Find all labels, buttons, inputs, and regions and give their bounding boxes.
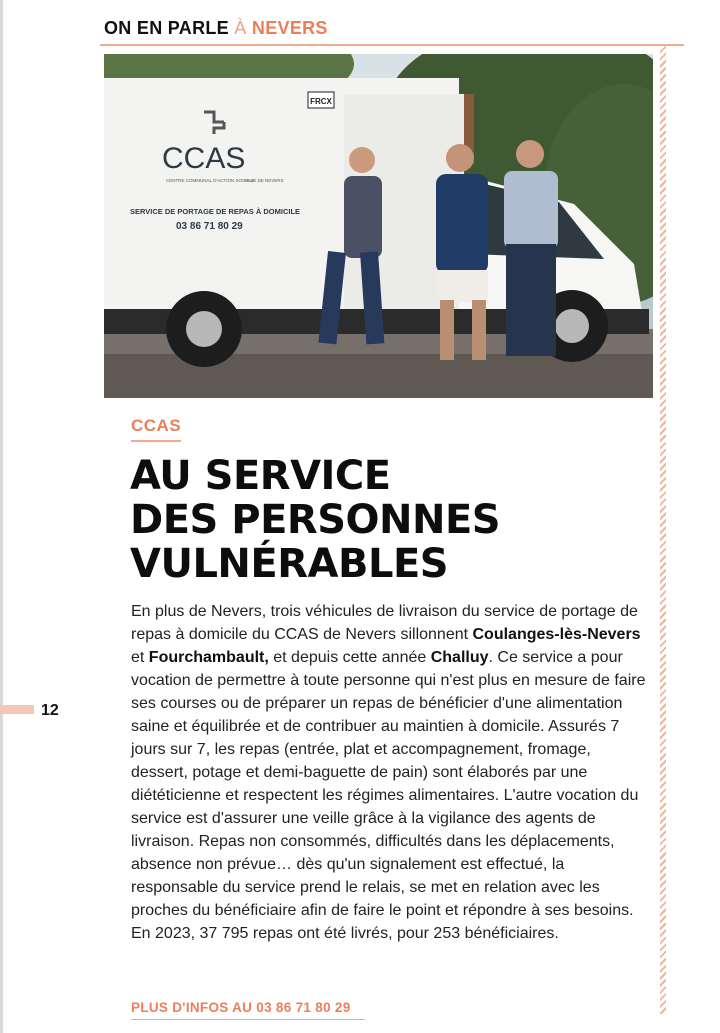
- article-photo: [104, 54, 653, 398]
- van-logo: CCAS: [162, 142, 246, 175]
- van-service: SERVICE DE PORTAGE DE REPAS À DOMICILE: [130, 207, 301, 216]
- article-kicker: CCAS: [131, 416, 182, 435]
- page-edge-rule: [0, 0, 3, 1033]
- van-sublogo-left: CENTRE COMMUNAL D'ACTION SOCIALE: [166, 178, 255, 183]
- body-text-e: . Ce service a pour vocation de permettre à toute personne qui n'est plus en mesure de faire ses courses ou de préparer un repas de bénéficier d'une alimentation saine et équilibrée et de contribuer au maintien à domicile. Assurés 7 jours sur 7, les repas (entrée, plat et accompagnement, fromage, dessert, potage et demi-baguette de pain) sont élaborés par une diététicienne et respectent les régimes alimentaires. L'autre vocation du service est d'assurer une veille grâce à la vigilance des agents de livraison. Repas non consommés, difficultés dans les déplacements, absence non prévue… dès qu'un signalement est effectué, la responsable du service prend le relais, se met en relation avec les proches du bénéficiaire afin de faire le point et répondre à ses besoins. En 2023, 37 795 repas ont été livrés, pour 253 bénéficiaires.: [131, 649, 646, 942]
- title-line-1: AU SERVICE: [130, 453, 391, 499]
- van-sublogo-right: VILLE DE NEVERS: [244, 178, 284, 183]
- title-line-2: DES PERSONNES: [130, 497, 501, 543]
- header-on-en-parle: ON EN PARLE: [104, 18, 229, 38]
- hatched-border: [660, 44, 666, 1014]
- title-line-3: VULNÉRABLES: [130, 541, 449, 587]
- header-a: À: [234, 18, 247, 38]
- van-phone: 03 86 71 80 29: [176, 221, 243, 232]
- body-text-a: En plus de Nevers, trois véhicules de livraison du service de portage de repas à domicile du CCAS de Nevers sillonnent: [131, 603, 638, 643]
- body-text-d: et depuis cette année: [268, 649, 431, 666]
- header-rule: [100, 44, 684, 46]
- more-info-phone: PLUS D'INFOS AU 03 86 71 80 29: [131, 1000, 351, 1015]
- more-info-rule: [131, 1019, 365, 1020]
- article-title: [130, 454, 500, 586]
- kicker-rule: [131, 440, 181, 442]
- place-coulanges: Coulanges-lès-Nevers: [472, 626, 641, 643]
- section-header: [104, 18, 328, 39]
- page-number: 12: [41, 702, 59, 719]
- van-badge: FRCX: [310, 97, 332, 106]
- header-nevers: NEVERS: [251, 18, 328, 38]
- body-text-c: et: [131, 649, 149, 666]
- article-body: [131, 600, 651, 945]
- place-fourchambault: Fourchambault,: [148, 649, 269, 666]
- page-number-marker: [0, 705, 34, 714]
- place-challuy: Challuy: [430, 649, 489, 666]
